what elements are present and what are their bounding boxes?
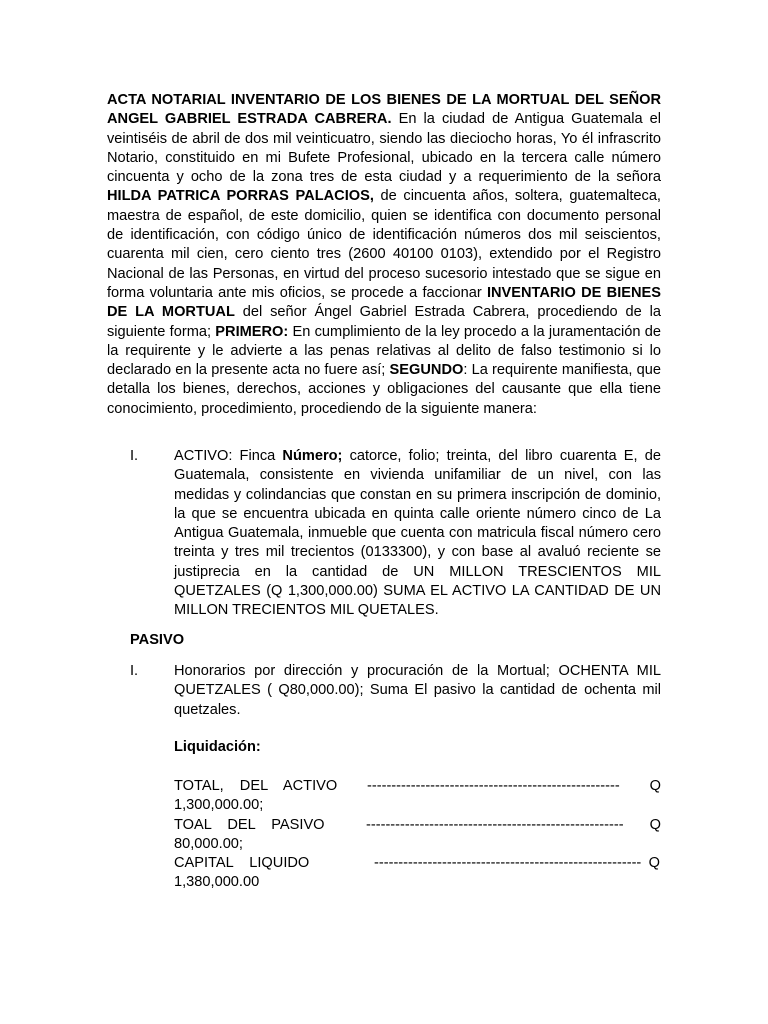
intro-text-3: del señor Ángel Gabriel Estrada Cabrera, procediendo de la siguiente forma; (107, 304, 661, 340)
intro-text-2: de cincuenta años, soltera, guatemalteca, maestra de español, de este domicilio, quien se identifica con documento personal de identificación, con código único de identificación números dos mil seiscientos, cuarenta mil cien, cero ciento tres (2600 40100 0103), extendido por el Registro Nacional de las Personas, en virtud del proceso sucesorio intestado que se sigue en forma voluntaria ante mis oficios, se procede a faccionar (107, 188, 661, 301)
primero-label: PRIMERO: (215, 323, 289, 340)
pasivo-item-number: I. (130, 663, 139, 679)
leader-dashes: ---------------------------------------------------- (367, 778, 620, 794)
liquidacion-amount: 80,000.00; (174, 836, 243, 853)
liquidacion-row-pasivo (174, 816, 661, 855)
currency-symbol: Q (648, 855, 660, 871)
activo-text-after: catorce, folio; treinta, del libro cuarenta E, de Guatemala, consistente en vivienda unifamiliar de un nivel, con las medidas y colindancias que constan en su primera inscripción de dominio, la que se encuentra ubicada en quinta calle oriente número cinco de La Antigua Guatemala, inmueble que cuenta con matricula fiscal número cero treinta y tres mil trecientos (0133300), y con base al avaluó reciente se justiprecia en la cantidad de UN MILLON TRESCIENTOS MIL QUETZALES (Q 1,300,000.00) SUMA EL ACTIVO LA CANTIDAD DE UN MILLON TRECIENTOS MIL QUETALES. (174, 448, 661, 619)
intro-text-4: En cumplimiento de la ley procedo a la juramentación de la requirente y le advierte a las penas relativas al delito de falso testimonio si lo declarado en la presente acta no fuere así; (107, 323, 662, 379)
liquidacion-label: TOAL DEL PASIVO (174, 817, 325, 833)
currency-symbol: Q (649, 817, 661, 833)
document-title: ACTA NOTARIAL INVENTARIO DE LOS BIENES DE LA MORTUAL DEL SEÑOR ANGEL GABRIEL ESTRADA CABRERA. (107, 92, 661, 128)
liquidacion-heading: Liquidación: (174, 739, 261, 755)
liquidacion-label: TOTAL, DEL ACTIVO (174, 778, 338, 794)
intro-text-5: : La requirente manifiesta, que detalla los bienes, derechos, acciones y obligaciones del causante que ella tiene conocimiento, procedimiento, procediendo de la siguiente manera: (107, 362, 661, 417)
liquidacion-amount: 1,380,000.00 (174, 874, 260, 891)
segundo-label: SEGUNDO (389, 362, 464, 379)
inventory-phrase: INVENTARIO DE BIENES DE LA MORTUAL (107, 284, 662, 321)
pasivo-item-text: Honorarios por dirección y procuración de la Mortual; OCHENTA MIL QUETZALES ( Q80,000.00); Suma El pasivo la cantidad de ochenta mil quetzales. (174, 663, 661, 718)
activo-text-before: ACTIVO: Finca (174, 448, 283, 464)
leader-dashes: ----------------------------------------------------- (366, 817, 624, 833)
liquidacion-label: CAPITAL LIQUIDO (174, 855, 310, 871)
intro-text-1: En la ciudad de Antigua Guatemala el veintiséis de abril de dos mil veinticuatro, siendo las dieciocho horas, Yo él infrascrito Notario, constituido en mi Bufete Profesional, ubicado en la tercera calle número cincuenta y ocho de la zona tres de esta ciudad y a requerimiento de la señora (107, 111, 661, 186)
currency-symbol: Q (649, 778, 661, 794)
pasivo-item (130, 662, 661, 720)
activo-bold-word: Número; (282, 448, 343, 464)
leader-dashes: ------------------------------------------------------- (374, 855, 642, 871)
requirente-name: HILDA PATRICA PORRAS PALACIOS, (107, 188, 374, 205)
activo-item-text (174, 447, 661, 621)
liquidacion-amount: 1,300,000.00; (174, 797, 264, 814)
pasivo-heading: PASIVO (130, 632, 185, 648)
activo-item (130, 447, 661, 621)
activo-item-number: I. (130, 448, 139, 464)
intro-paragraph (107, 91, 661, 419)
liquidacion-row-capital (174, 854, 661, 893)
liquidacion-row-activo (174, 777, 661, 816)
